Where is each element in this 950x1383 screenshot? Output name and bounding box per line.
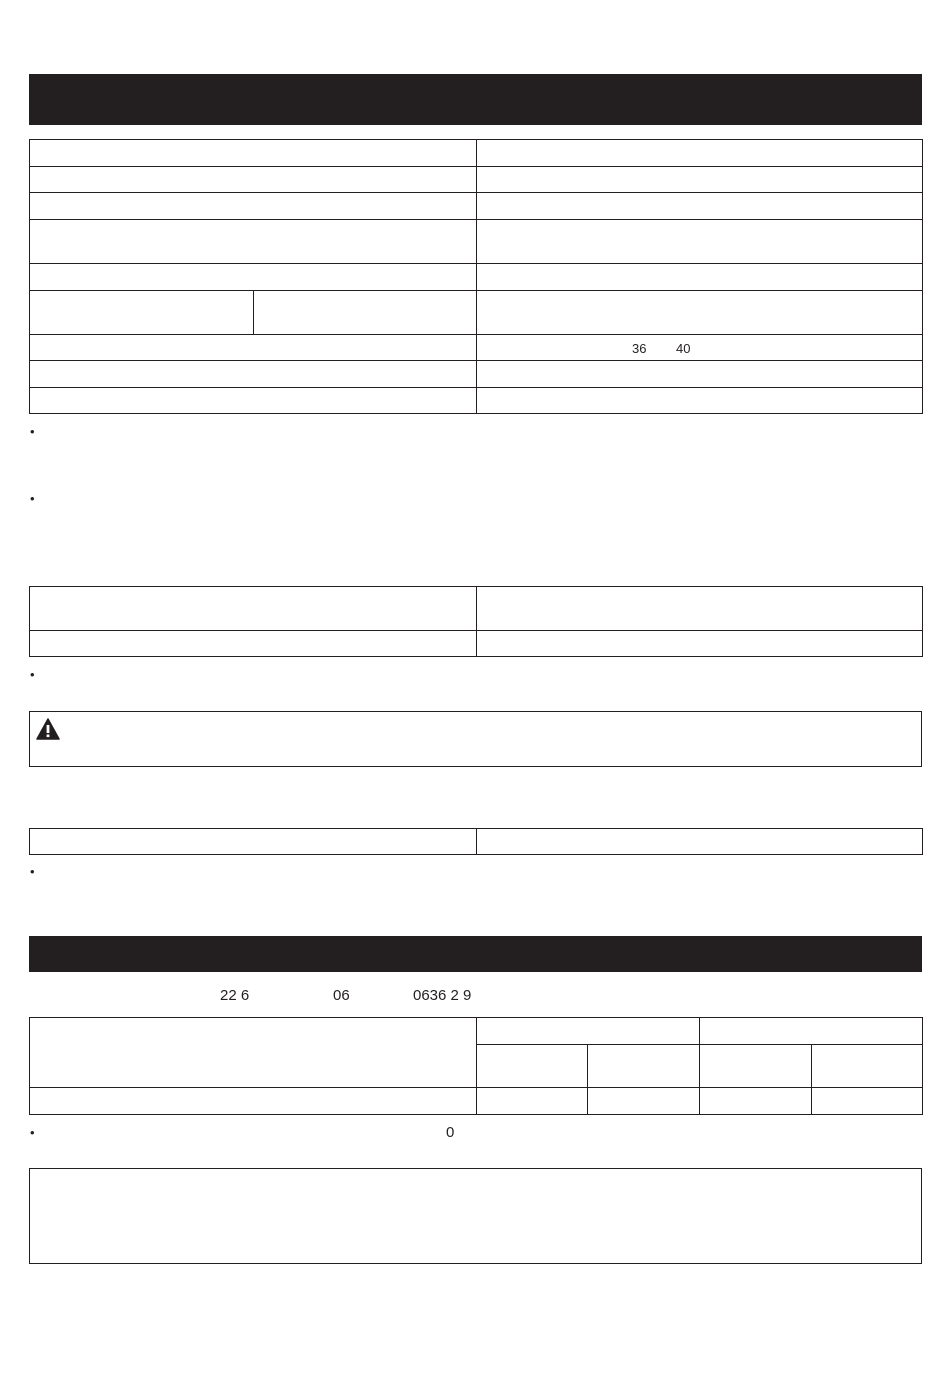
grid-table-column-divider [476,1018,477,1114]
grid-table-subcolumn-divider [811,1044,812,1114]
note-bullet: • [30,424,35,439]
footnote-value: 0 [446,1124,455,1141]
spec-table-column-divider [476,140,477,413]
spec-table-subcell-divider [253,290,254,334]
note-bullet: • [30,1125,35,1140]
info-table-column-divider [476,587,477,656]
spec-value-b: 40 [676,341,691,356]
table-row-divider [30,630,922,631]
grid-table [29,1017,923,1115]
table-row-divider [30,290,922,291]
table-row-divider [30,387,922,388]
info-value-1: 22 6 [220,987,250,1004]
table-row-divider [30,166,922,167]
note-bullet: • [30,864,35,879]
grid-table-column-divider [699,1018,700,1114]
table-row-divider [476,1044,922,1045]
single-row-table-column-divider [476,829,477,854]
section-header-bar [29,74,922,125]
warning-box [29,711,922,767]
table-row-divider [30,1087,922,1088]
single-row-table [29,828,923,855]
bottom-box [29,1168,922,1264]
info-value-2: 06 [333,987,350,1004]
info-table [29,586,923,657]
table-row-divider [30,219,922,220]
table-row-divider [30,360,922,361]
spec-value-a: 36 [632,341,647,356]
table-row-divider [30,192,922,193]
info-value-3: 0636 2 9 [413,987,472,1004]
section-header-bar-2 [29,936,922,972]
spec-table [29,139,923,414]
note-bullet: • [30,667,35,682]
warning-triangle-icon [36,718,60,740]
note-bullet: • [30,491,35,506]
grid-table-subcolumn-divider [587,1044,588,1114]
table-row-divider [30,263,922,264]
table-row-divider [30,334,922,335]
